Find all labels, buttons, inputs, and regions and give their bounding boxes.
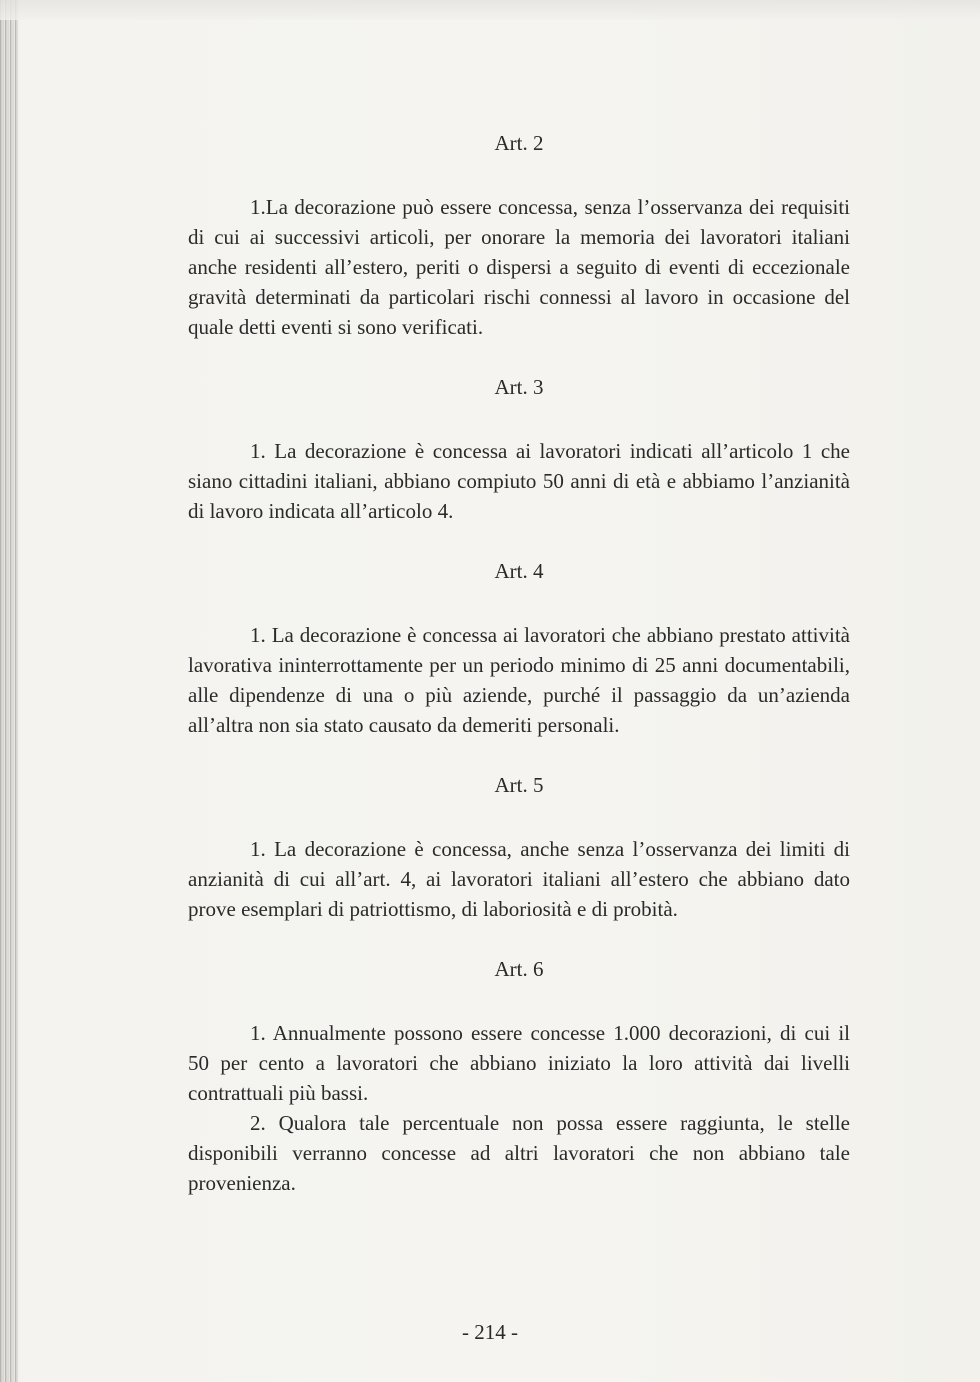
- document-body: [188, 128, 850, 1198]
- binding-edge: [0, 0, 18, 1382]
- article-paragraph: 2. Qualora tale percentuale non possa essere raggiunta, le stelle disponibili verranno concesse ad altri lavoratori che non abbiano tale provenienza.: [188, 1111, 850, 1195]
- article-heading: Art. 4: [494, 559, 544, 583]
- article-paragraph: 1. La decorazione è concessa ai lavoratori indicati all’articolo 1 che siano cittadini italiani, abbiano compiuto 50 anni di età e abbiamo l’anzianità di lavoro indicata all’articolo 4.: [188, 439, 850, 523]
- article-paragraph: 1. La decorazione è concessa, anche senza l’osservanza dei limiti di anzianità di cui all’art. 4, ai lavoratori italiani all’estero che abbiano dato prove esemplari di patriottismo, di laboriosità e di probità.: [188, 837, 850, 921]
- article-paragraph: 1. Annualmente possono essere concesse 1.000 decorazioni, di cui il 50 per cento a lavoratori che abbiano iniziato la loro attività dai livelli contrattuali più bassi.: [188, 1021, 850, 1105]
- article-4: [188, 556, 850, 770]
- article-heading: Art. 5: [494, 773, 544, 797]
- article-heading: Art. 6: [494, 957, 544, 981]
- article-2: [188, 128, 850, 372]
- article-5: [188, 770, 850, 954]
- article-paragraph: 1.La decorazione può essere concessa, senza l’osservanza dei requisiti di cui ai successivi articoli, per onorare la memoria dei lavoratori italiani anche residenti all’estero, periti o dispersi a seguito di eventi di eccezionale gravità determinati da particolari rischi connessi al lavoro in occasione del quale detti eventi si sono verificati.: [188, 195, 850, 339]
- article-paragraph: 1. La decorazione è concessa ai lavoratori che abbiano prestato attività lavorativa ininterrottamente per un periodo minimo di 25 anni documentabili, alle dipendenze di una o più aziende, purché il passaggio da un’azienda all’altra non sia stato causato da demeriti personali.: [188, 623, 850, 737]
- page-number: - 214 -: [462, 1320, 518, 1344]
- article-heading: Art. 3: [494, 375, 544, 399]
- article-6: [188, 954, 850, 1198]
- top-edge: [0, 0, 980, 20]
- article-3: [188, 372, 850, 556]
- article-heading: Art. 2: [494, 131, 544, 155]
